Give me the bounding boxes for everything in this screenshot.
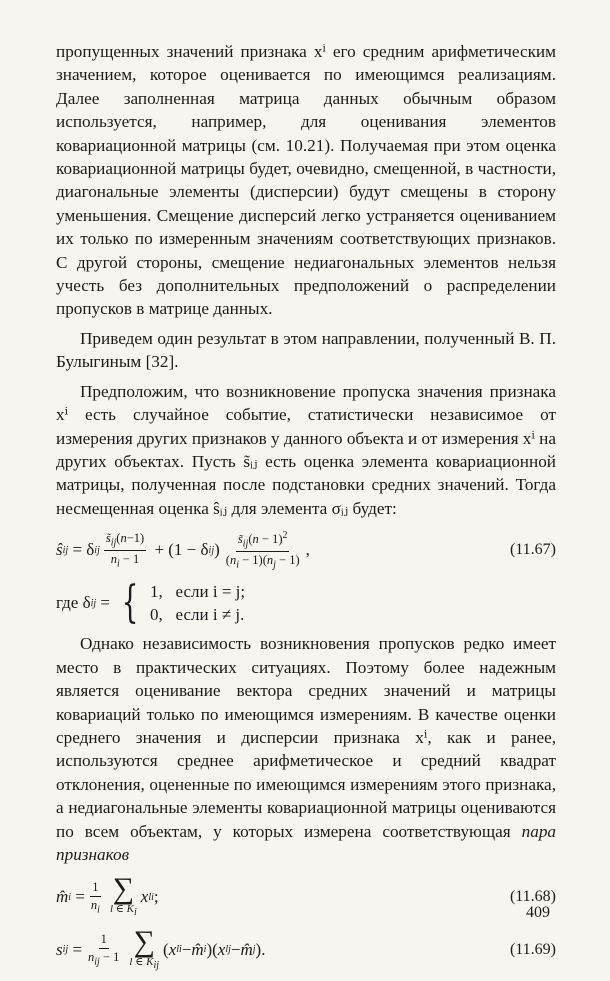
equation-number-11-69: (11.69): [509, 940, 556, 958]
equation-number-11-67: (11.67): [509, 541, 556, 559]
equation-11-69-body: s ij = $\frac{1}{n_{ij} - 1}$ ∑ l ∈ $K_{ij}$ ( x l i − m̂ i )( x l j − m̂ j ).: [56, 924, 266, 971]
sum-1: ∑ l ∈ $K_i$: [109, 872, 137, 919]
fraction-3: $\frac{1}{n_i}$: [90, 879, 100, 916]
case-2-value: 0,: [150, 605, 163, 625]
case-1-condition: если i = j;: [175, 582, 246, 602]
case-1-value: 1,: [150, 582, 163, 602]
fraction-1: $\frac{s̃_{ij}(n-1)}{n_i - 1}$: [105, 531, 145, 570]
equation-11-67-body: ŝ ij = δ ij $\frac{s̃_{ij}(n-1)}{n_i - 1}$ + (1 − δ ij ) $\frac{s̃_{ij}(n - 1)^2}{(n_i - 1)(n_j - 1)}$ ,: [56, 530, 310, 571]
fraction-2: $\frac{s̃_{ij}(n - 1)^2}{(n_i - 1)(n_j - 1)}$: [225, 530, 300, 571]
case-2-condition: если i ≠ j.: [175, 605, 245, 625]
equation-11-68: [56, 872, 556, 919]
fraction-4: $\frac{1}{n_{ij} - 1}$: [88, 931, 120, 968]
equation-11-67: [56, 530, 556, 570]
paragraph-4: [56, 632, 556, 866]
where-word: где: [56, 593, 79, 613]
paragraph-2: Приведем один результат в этом направлении, полученный В. П. Булыгиным [32].: [56, 328, 556, 372]
paragraph-1: пропущенных значений признака xⁱ его средним арифметическим значением, которое оценивается по имеющимся реализациям. Далее заполненная матрица данных обычным образом используется, например, для оценивания элементов ковариационной матрицы (см. 10.21). Получаемая при этом оценка ковариационной матрицы будет, очевидно, смещенной, в частности, диагональные элементы (дисперсии) будут смещены в сторону уменьшения. Смещение дисперсий легко устраняется оцениванием их только по измеренным значениям соответствующих признаков. С другой стороны, смещение недиагональных элементов нельзя учесть без дополнительных предположений о распределении пропусков в матрице данных.: [56, 42, 556, 319]
page-number: 409: [526, 904, 550, 921]
equation-number-11-68: (11.68): [509, 888, 556, 906]
paragraph-3: Предположим, что возникновение пропуска значения признака xⁱ есть случайное событие, статистически независимое от измерения других признаков у данного объекта и от измерения xⁱ на других объектах. Пусть s̃ᵢⱼ есть оценка элемента ковариационной матрицы, полученная после подстановки средних значений. Тогда несмещенная оценка ŝᵢⱼ для элемента σᵢⱼ будет:: [56, 381, 556, 518]
paragraph-4-italic: пара признаков: [56, 821, 556, 864]
delta-definition: где δ ij = { 1, если i = j; 0, если i ≠ j.: [56, 577, 246, 629]
paragraph-4-text: Однако независимость возникновения пропусков редко имеет место в практических ситуациях. Поэтому более надежным является оценивание вектора средних значений и матрицы ковариаций только по имеющимся измерениям. В качестве оценки среднего значения и дисперсии признака xⁱ, как и ранее, используются среднее арифметическое и средний квадрат отклонения, оцененные по имеющимся измерениям этого признака, а недиагональные элементы ковариационной матрицы оцениваются по всем объектам, у которых измерена соответствующая: [56, 634, 556, 841]
document-page: [56, 40, 556, 981]
equation-11-68-body: m̂ i = $\frac{1}{n_i}$ ∑ l ∈ $K_i$ x l i ;: [56, 872, 159, 919]
left-brace: {: [121, 577, 139, 629]
sum-2: ∑ l ∈ $K_{ij}$: [129, 924, 160, 971]
equation-11-69: [56, 924, 556, 971]
